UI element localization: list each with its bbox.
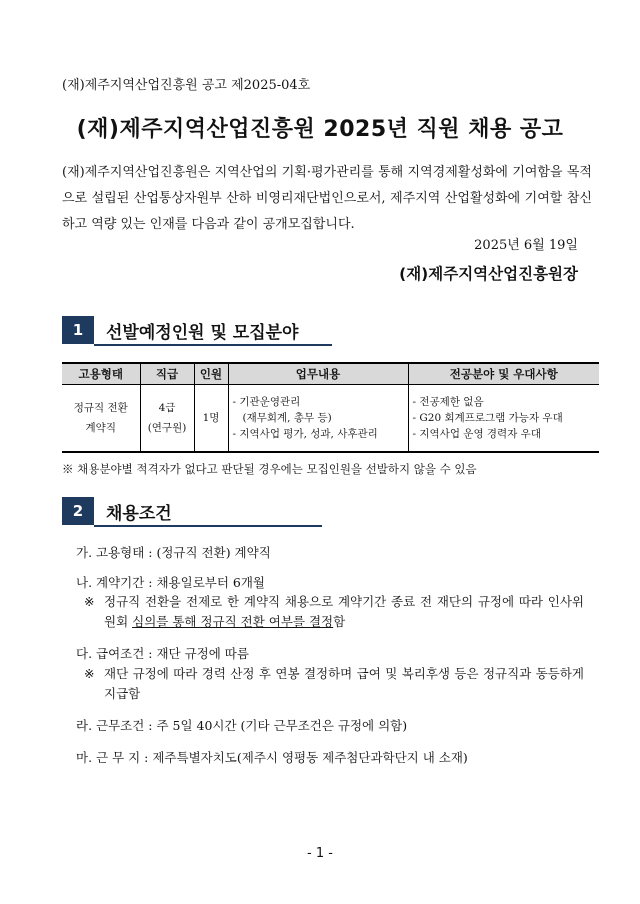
grade-line: (연구원) bbox=[147, 422, 187, 434]
salary-note bbox=[84, 664, 584, 704]
condition-working-hours: 라. 근무조건 : 주 5일 40시간 (기타 근무조건은 규정에 의함) bbox=[76, 718, 408, 733]
section-1-header bbox=[62, 316, 332, 344]
cell-qualifications bbox=[408, 385, 599, 453]
section-2-header bbox=[62, 497, 332, 525]
announcement-date: 2025년 6월 19일 bbox=[474, 238, 578, 253]
notice-number: (재)제주지역산업진흥원 공고 제2025-04호 bbox=[62, 78, 311, 93]
salary-note-text: 재단 규정에 따라 경력 산정 후 연봉 결정하며 급여 및 복리후생 등은 정규직과 동등하게 지급함 bbox=[104, 666, 584, 701]
grade-line: 4급 bbox=[158, 402, 176, 414]
cell-grade bbox=[140, 385, 194, 453]
section-2-number: 2 bbox=[62, 497, 94, 525]
intro-paragraph: (재)제주지역산업진흥원은 지역산업의 기획·평가관리를 통해 지역경제활성화에 기여함을 목적으로 설립된 산업통상자원부 산하 비영리재단법인으로서, 제주지역 산업활성화에 기여할 참신하고 역량 있는 인재를 다음과 같이 공개모집합니다. bbox=[62, 165, 592, 232]
header-employment-type: 고용형태 bbox=[62, 363, 140, 385]
table-row bbox=[62, 385, 599, 453]
qualification-item: - 전공제한 없음 bbox=[412, 396, 484, 408]
duty-item: - 지역사업 평가, 성과, 사후관리 bbox=[232, 428, 378, 440]
table-header-row bbox=[62, 363, 599, 385]
condition-workplace: 마. 근 무 지 : 제주특별자치도(제주시 영평동 제주첨단과학단지 내 소재) bbox=[76, 750, 468, 765]
headcount-value: 1명 bbox=[202, 412, 220, 424]
header-grade: 직급 bbox=[140, 363, 194, 385]
section-1-title: 선발예정인원 및 모집분야 bbox=[106, 323, 299, 343]
page-title: (재)제주지역산업진흥원 2025년 직원 채용 공고 bbox=[76, 117, 564, 142]
recruitment-table bbox=[62, 362, 599, 453]
employment-type-line: 정규직 전환 bbox=[73, 402, 128, 414]
note-mark: ※ bbox=[84, 666, 95, 681]
qualification-item: - G20 회계프로그램 가능자 우대 bbox=[412, 412, 563, 424]
section-1-underline bbox=[94, 344, 332, 346]
qualification-item: - 지역사업 운영 경력자 우대 bbox=[412, 428, 541, 440]
signer: (재)제주지역산업진흥원장 bbox=[399, 265, 578, 283]
contract-note-text: 정규직 전환을 전제로 한 계약직 채용으로 계약기간 종료 전 재단의 규정에 따라 인사위원회 bbox=[104, 594, 584, 629]
condition-salary: 다. 급여조건 : 재단 규정에 따름 bbox=[76, 646, 249, 661]
header-headcount: 인원 bbox=[194, 363, 228, 385]
condition-contract-period: 나. 계약기간 : 채용일로부터 6개월 bbox=[76, 575, 266, 590]
cell-headcount bbox=[194, 385, 228, 453]
section-2-underline bbox=[94, 525, 322, 527]
section-1-number: 1 bbox=[62, 316, 94, 344]
contract-note-underlined: 심의를 통해 정규직 전환 여부를 결정 bbox=[132, 614, 334, 629]
cell-employment-type bbox=[62, 385, 140, 453]
cell-duties bbox=[228, 385, 408, 453]
note-mark: ※ bbox=[84, 594, 95, 609]
header-duties: 업무내용 bbox=[228, 363, 408, 385]
duty-item: (재무회계, 총무 등) bbox=[242, 412, 332, 424]
table-note: ※ 채용분야별 적격자가 없다고 판단될 경우에는 모집인원을 선발하지 않을 수 있음 bbox=[62, 462, 477, 476]
contract-note bbox=[84, 592, 584, 632]
section-2-title: 채용조건 bbox=[106, 504, 172, 524]
header-qualifications: 전공분야 및 우대사항 bbox=[408, 363, 599, 385]
page-number: - 1 - bbox=[307, 846, 333, 861]
employment-type-line: 계약직 bbox=[85, 422, 116, 434]
contract-note-end: 함 bbox=[333, 614, 346, 629]
condition-employment-type: 가. 고용형태 : (정규직 전환) 계약직 bbox=[76, 545, 271, 560]
duty-item: - 기관운영관리 bbox=[232, 396, 301, 408]
